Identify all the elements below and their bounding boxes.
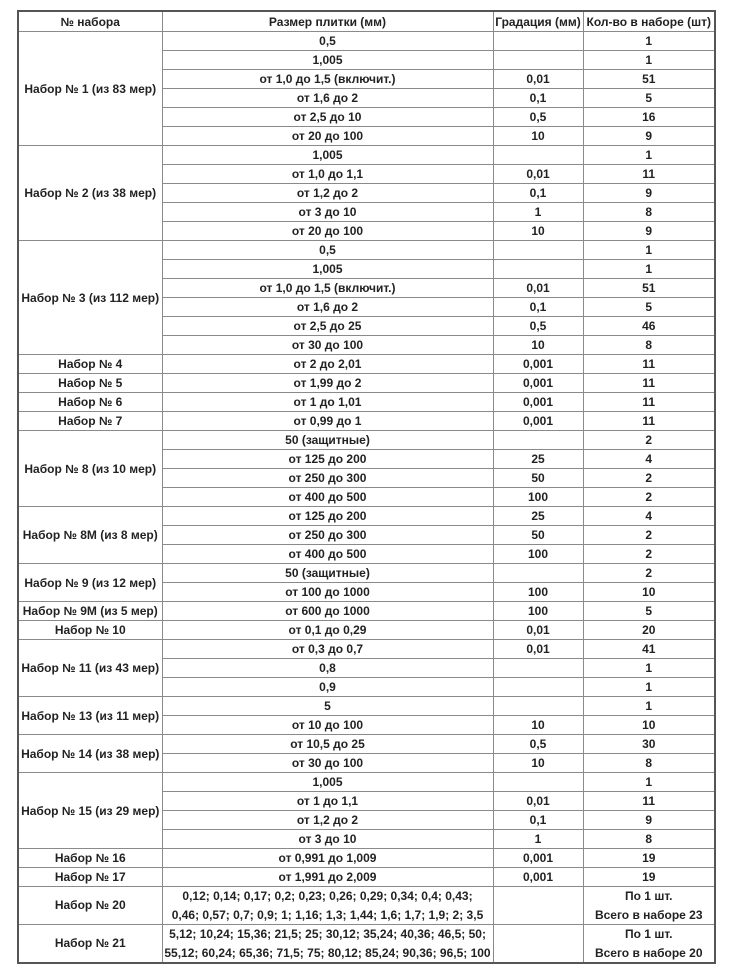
tile-size-cell: от 2,5 до 25	[162, 317, 493, 336]
set-name-cell: Набор № 15 (из 29 мер)	[18, 773, 162, 849]
gradation-cell	[493, 887, 583, 925]
count-cell: 2	[583, 431, 715, 450]
gradation-cell: 100	[493, 583, 583, 602]
tile-size-cell	[162, 925, 493, 964]
count-cell: 19	[583, 868, 715, 887]
tile-size-cell: 1,005	[162, 260, 493, 279]
gradation-cell: 0,001	[493, 849, 583, 868]
tile-size-cell: от 10 до 100	[162, 716, 493, 735]
tile-size-cell: от 250 до 300	[162, 469, 493, 488]
count-cell: 8	[583, 336, 715, 355]
set-name-cell: Набор № 5	[18, 374, 162, 393]
gradation-cell: 0,1	[493, 89, 583, 108]
tile-size-cell: от 1,2 до 2	[162, 184, 493, 203]
set-name-cell: Набор № 14 (из 38 мер)	[18, 735, 162, 773]
set-name-cell: Набор № 21	[18, 925, 162, 964]
tile-size-cell: от 0,991 до 1,009	[162, 849, 493, 868]
tile-size-cell: 0,8	[162, 659, 493, 678]
table-row	[18, 146, 715, 165]
gradation-cell: 10	[493, 336, 583, 355]
count-cell: 30	[583, 735, 715, 754]
count-line: Всего в наборе 20	[594, 945, 703, 960]
table-row	[18, 925, 715, 964]
set-name-cell: Набор № 4	[18, 355, 162, 374]
gradation-cell: 100	[493, 488, 583, 507]
count-cell: 1	[583, 51, 715, 70]
gradation-cell: 0,5	[493, 735, 583, 754]
tile-size-cell: от 3 до 10	[162, 830, 493, 849]
gradation-cell	[493, 678, 583, 697]
gradation-cell: 0,01	[493, 792, 583, 811]
tile-size-cell: 1,005	[162, 146, 493, 165]
gradation-cell: 0,001	[493, 868, 583, 887]
table-row	[18, 887, 715, 925]
tile-size-cell: 0,9	[162, 678, 493, 697]
count-cell: 10	[583, 716, 715, 735]
table-row	[18, 412, 715, 431]
tile-size-cell: от 20 до 100	[162, 222, 493, 241]
count-cell: 2	[583, 526, 715, 545]
count-cell: 11	[583, 374, 715, 393]
count-cell: 1	[583, 659, 715, 678]
header-row	[18, 11, 715, 32]
count-cell: 10	[583, 583, 715, 602]
gradation-cell	[493, 564, 583, 583]
count-cell: 51	[583, 70, 715, 89]
tile-size-cell: от 250 до 300	[162, 526, 493, 545]
table-row	[18, 374, 715, 393]
tile-size-cell: от 400 до 500	[162, 488, 493, 507]
table-row	[18, 621, 715, 640]
set-name-cell: Набор № 10	[18, 621, 162, 640]
count-cell: 8	[583, 830, 715, 849]
set-name-cell: Набор № 8М (из 8 мер)	[18, 507, 162, 564]
count-cell: 1	[583, 260, 715, 279]
gradation-cell	[493, 925, 583, 964]
tile-size-cell: от 400 до 500	[162, 545, 493, 564]
gradation-cell: 0,1	[493, 184, 583, 203]
set-name-cell: Набор № 1 (из 83 мер)	[18, 32, 162, 146]
count-cell: 2	[583, 545, 715, 564]
count-cell: 9	[583, 811, 715, 830]
tile-size-cell: 1,005	[162, 51, 493, 70]
gradation-cell: 0,01	[493, 70, 583, 89]
count-cell: 2	[583, 564, 715, 583]
count-cell: 1	[583, 32, 715, 51]
tile-size-cell	[162, 887, 493, 925]
table-row	[18, 697, 715, 716]
tile-size-cell: от 1 до 1,1	[162, 792, 493, 811]
count-cell: 51	[583, 279, 715, 298]
count-cell: 11	[583, 355, 715, 374]
gradation-cell: 50	[493, 526, 583, 545]
table-row	[18, 640, 715, 659]
gauge-block-sets-table	[17, 10, 716, 964]
gradation-cell: 0,1	[493, 811, 583, 830]
gradation-cell: 50	[493, 469, 583, 488]
tile-size-cell: от 1,6 до 2	[162, 89, 493, 108]
tile-size-cell: 50 (защитные)	[162, 431, 493, 450]
tile-size-cell: от 125 до 200	[162, 450, 493, 469]
tile-size-cell: от 2 до 2,01	[162, 355, 493, 374]
set-name-cell: Набор № 17	[18, 868, 162, 887]
tile-size-cell: от 600 до 1000	[162, 602, 493, 621]
gradation-cell: 100	[493, 602, 583, 621]
tile-size-cell: от 0,99 до 1	[162, 412, 493, 431]
set-name-cell: Набор № 6	[18, 393, 162, 412]
gradation-cell	[493, 51, 583, 70]
table-row	[18, 32, 715, 51]
set-name-cell: Набор № 7	[18, 412, 162, 431]
tile-size-line: 55,12; 60,24; 65,36; 71,5; 75; 80,12; 85,24; 90,36; 96,5; 100	[164, 945, 491, 960]
count-cell: 11	[583, 412, 715, 431]
gradation-cell: 0,001	[493, 393, 583, 412]
set-name-cell: Набор № 2 (из 38 мер)	[18, 146, 162, 241]
tile-size-cell: от 1,2 до 2	[162, 811, 493, 830]
count-cell: 1	[583, 241, 715, 260]
count-cell: 2	[583, 469, 715, 488]
count-cell: 16	[583, 108, 715, 127]
gradation-cell	[493, 241, 583, 260]
table-body	[18, 32, 715, 964]
gradation-cell	[493, 260, 583, 279]
tile-size-cell: от 3 до 10	[162, 203, 493, 222]
gradation-cell	[493, 659, 583, 678]
gradation-cell: 0,001	[493, 374, 583, 393]
gradation-cell: 0,1	[493, 298, 583, 317]
count-cell: 1	[583, 678, 715, 697]
set-name-cell: Набор № 9М (из 5 мер)	[18, 602, 162, 621]
tile-size-cell: 0,5	[162, 32, 493, 51]
table-row	[18, 602, 715, 621]
tile-size-cell: от 125 до 200	[162, 507, 493, 526]
count-cell: 46	[583, 317, 715, 336]
gradation-cell: 10	[493, 754, 583, 773]
count-cell	[583, 925, 715, 964]
header-tile-size: Размер плитки (мм)	[162, 11, 493, 32]
gradation-cell	[493, 146, 583, 165]
gradation-cell: 0,01	[493, 279, 583, 298]
tile-size-line: 5,12; 10,24; 15,36; 21,5; 25; 30,12; 35,24; 40,36; 46,5; 50;	[169, 927, 486, 941]
gradation-cell: 0,5	[493, 108, 583, 127]
gradation-cell: 0,5	[493, 317, 583, 336]
table-row	[18, 355, 715, 374]
tile-size-cell: от 20 до 100	[162, 127, 493, 146]
tile-size-cell: от 100 до 1000	[162, 583, 493, 602]
count-cell: 8	[583, 754, 715, 773]
count-cell: 19	[583, 849, 715, 868]
set-name-cell: Набор № 13 (из 11 мер)	[18, 697, 162, 735]
header-set-number: № набора	[18, 11, 162, 32]
count-line: Всего в наборе 23	[594, 907, 703, 922]
table-row	[18, 564, 715, 583]
gradation-cell: 100	[493, 545, 583, 564]
header-gradation: Градация (мм)	[493, 11, 583, 32]
tile-size-cell: от 30 до 100	[162, 754, 493, 773]
gradation-cell: 10	[493, 716, 583, 735]
tile-size-cell: 1,005	[162, 773, 493, 792]
gradation-cell: 10	[493, 127, 583, 146]
gradation-cell: 1	[493, 830, 583, 849]
tile-size-cell: от 1,6 до 2	[162, 298, 493, 317]
count-cell	[583, 887, 715, 925]
gradation-cell: 1	[493, 203, 583, 222]
table-row	[18, 868, 715, 887]
tile-size-cell: от 1,991 до 2,009	[162, 868, 493, 887]
count-cell: 20	[583, 621, 715, 640]
header-count: Кол-во в наборе (шт)	[583, 11, 715, 32]
set-name-cell: Набор № 3 (из 112 мер)	[18, 241, 162, 355]
gradation-cell	[493, 773, 583, 792]
tile-size-cell: от 1,0 до 1,5 (включит.)	[162, 70, 493, 89]
tile-size-cell: от 1,99 до 2	[162, 374, 493, 393]
table-row	[18, 735, 715, 754]
set-name-cell: Набор № 8 (из 10 мер)	[18, 431, 162, 507]
count-cell: 1	[583, 773, 715, 792]
count-cell: 11	[583, 792, 715, 811]
tile-size-cell: 50 (защитные)	[162, 564, 493, 583]
table-row	[18, 393, 715, 412]
count-cell: 5	[583, 89, 715, 108]
count-cell: 9	[583, 184, 715, 203]
set-name-cell: Набор № 20	[18, 887, 162, 925]
gradation-cell: 10	[493, 222, 583, 241]
gradation-cell	[493, 697, 583, 716]
gradation-cell: 25	[493, 507, 583, 526]
table-row	[18, 773, 715, 792]
gradation-cell: 25	[493, 450, 583, 469]
gradation-cell	[493, 32, 583, 51]
count-cell: 4	[583, 507, 715, 526]
count-cell: 5	[583, 298, 715, 317]
count-cell: 2	[583, 488, 715, 507]
gradation-cell: 0,01	[493, 165, 583, 184]
tile-size-cell: от 2,5 до 10	[162, 108, 493, 127]
count-cell: 1	[583, 146, 715, 165]
gradation-cell: 0,01	[493, 640, 583, 659]
tile-size-cell: от 0,1 до 0,29	[162, 621, 493, 640]
count-cell: 8	[583, 203, 715, 222]
set-name-cell: Набор № 16	[18, 849, 162, 868]
count-cell: 4	[583, 450, 715, 469]
count-cell: 1	[583, 697, 715, 716]
table-row	[18, 241, 715, 260]
count-line: По 1 шт.	[625, 927, 673, 941]
set-name-cell: Набор № 11 (из 43 мер)	[18, 640, 162, 697]
tile-size-line: 0,46; 0,57; 0,7; 0,9; 1; 1,16; 1,3; 1,44; 1,6; 1,7; 1,9; 2; 3,5	[171, 907, 484, 922]
set-name-cell: Набор № 9 (из 12 мер)	[18, 564, 162, 602]
count-cell: 11	[583, 165, 715, 184]
count-line: По 1 шт.	[625, 889, 673, 903]
count-cell: 9	[583, 127, 715, 146]
table-row	[18, 507, 715, 526]
count-cell: 41	[583, 640, 715, 659]
table-row	[18, 849, 715, 868]
tile-size-cell: 5	[162, 697, 493, 716]
gradation-cell: 0,001	[493, 412, 583, 431]
count-cell: 5	[583, 602, 715, 621]
tile-size-line: 0,12; 0,14; 0,17; 0,2; 0,23; 0,26; 0,29; 0,34; 0,4; 0,43;	[182, 889, 473, 903]
tile-size-cell: от 10,5 до 25	[162, 735, 493, 754]
count-cell: 9	[583, 222, 715, 241]
gradation-cell: 0,001	[493, 355, 583, 374]
tile-size-cell: от 0,3 до 0,7	[162, 640, 493, 659]
tile-size-cell: 0,5	[162, 241, 493, 260]
count-cell: 11	[583, 393, 715, 412]
tile-size-cell: от 1,0 до 1,5 (включит.)	[162, 279, 493, 298]
tile-size-cell: от 1 до 1,01	[162, 393, 493, 412]
gradation-cell	[493, 431, 583, 450]
gradation-cell: 0,01	[493, 621, 583, 640]
table-row	[18, 431, 715, 450]
tile-size-cell: от 30 до 100	[162, 336, 493, 355]
tile-size-cell: от 1,0 до 1,1	[162, 165, 493, 184]
